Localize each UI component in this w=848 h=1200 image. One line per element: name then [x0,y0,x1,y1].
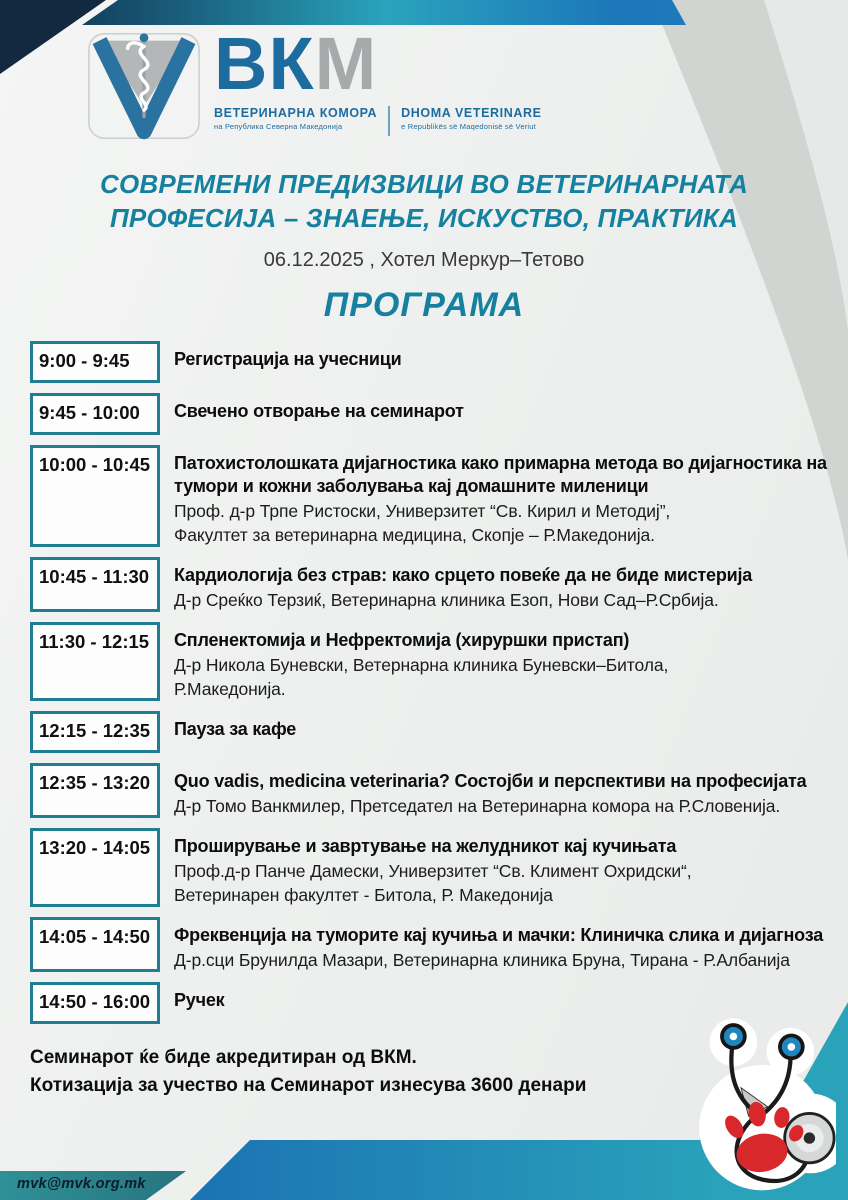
schedule-row [30,711,840,753]
session-title: Ручек [174,990,225,1011]
time-slot: 12:15 - 12:35 [30,711,160,753]
accreditation-note: Семинарот ќе биде акредитиран од ВКМ. [30,1047,417,1069]
time-slot: 9:45 - 10:00 [30,393,160,435]
session-title: Фреквенција на туморите кај кучиња и мачки: Клиничка слика и дијагноза [174,925,824,946]
event-title [0,168,848,236]
org-acronym [214,22,542,105]
session-speaker: Ветеринарен факултет - Битола, Р. Македонија [174,885,553,906]
org-subname-mk: на Република Северна Македонија [214,122,343,132]
caduceus-icon [86,30,202,142]
program-heading: ПРОГРАМА [323,285,525,324]
event-title-line1: СОВРЕМЕНИ ПРЕДИЗВИЦИ ВО ВЕТЕРИНАРНАТА [100,169,748,199]
schedule-row [30,622,840,701]
schedule-row [30,828,840,907]
schedule-row [30,393,840,435]
session-speaker: Д-р Томо Ванкмилер, Претседател на Ветеринарна комора на Р.Словенија. [174,796,781,817]
org-logo [0,0,848,142]
schedule-row [30,763,840,818]
session-speaker: Д-р Никола Буневски, Ветернарна клиника Буневски–Битола, [174,655,669,676]
time-slot: 11:30 - 12:15 [30,622,160,701]
session-speaker: Проф.д-р Панче Дамески, Универзитет “Св. Климент Охридски“, [174,860,692,881]
time-slot: 14:05 - 14:50 [30,917,160,972]
time-slot: 13:20 - 14:05 [30,828,160,907]
schedule-row [30,445,840,548]
session-title: Спленектомија и Нефректомија (хируршки пристап) [174,630,630,651]
event-date-venue: 06.12.2025 , Хотел Меркур–Тетово [263,248,585,271]
schedule-row [30,341,840,383]
program-schedule [30,341,840,1025]
session-title: Пауза за кафе [174,719,297,740]
time-slot: 9:00 - 9:45 [30,341,160,383]
session-speaker: Проф. д-р Трпе Ристоски, Универзитет “Св. Кирил и Методиј”, [174,501,671,522]
schedule-row [30,557,840,612]
acronym-m: М [314,22,378,105]
acronym-bk: ВК [214,22,315,105]
session-title: Кардиологија без страв: како срцето повеќе да не биде мистерија [174,565,753,586]
time-slot: 14:50 - 16:00 [30,982,160,1024]
footer-notes [30,1044,670,1099]
session-title: Регистрација на учесници [174,348,402,369]
org-subname-sq: e Republikës së Maqedonisë së Veriut [401,122,536,132]
fee-note: Котизација за учество на Семинарот изнесува 3600 денари [30,1074,587,1096]
session-speaker: Факултет за ветеринарна медицина, Скопје – Р.Македонија. [174,525,655,546]
schedule-row [30,917,840,972]
time-slot: 10:45 - 11:30 [30,557,160,612]
session-speaker: Д-р.сци Брунилда Мазари, Ветеринарна клиника Бруна, Тирана - Р.Албанија [174,949,790,970]
session-title: Quo vadis, medicina veterinaria? Состојби и перспективи на професијата [174,771,807,792]
event-title-line2: ПРОФЕСИЈА – ЗНАЕЊЕ, ИСКУСТВО, ПРАКТИКА [110,202,738,233]
session-speaker: Д-р Среќко Терзиќ, Ветеринарна клиника Езоп, Нови Сад–Р.Србија. [174,590,719,611]
org-name-mk: ВЕТЕРИНАРНА КОМОРА [214,106,378,121]
session-title: Свечено отворање на семинарот [174,400,464,421]
schedule-row [30,982,840,1024]
org-name-divider [388,106,390,136]
session-speaker: Р.Македонија. [174,679,286,700]
session-title: Патохистолошката дијагностика како примарна метода во дијагностика на тумори и кожни заболувања кај домашните миленици [174,452,827,497]
contact-email: mvk@mvk.org.mk [17,1176,146,1192]
time-slot: 12:35 - 13:20 [30,763,160,818]
session-title: Проширување и завртување на желудникот кај кучињата [174,836,677,857]
time-slot: 10:00 - 10:45 [30,445,160,548]
org-name-sq: DHOMA VETERINARE [401,106,542,121]
